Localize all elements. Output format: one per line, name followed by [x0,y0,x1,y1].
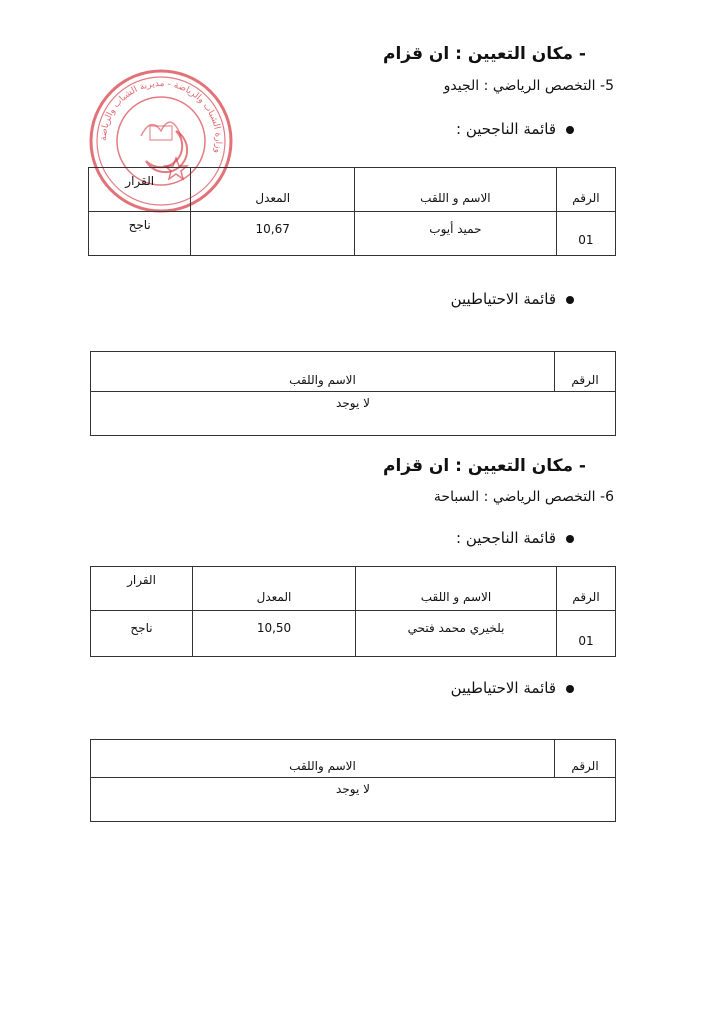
specialty-heading: 5- التخصص الرياضي : الجيدو [443,78,614,94]
cell-empty: لا يوجد [91,392,616,436]
stamp-ring-text: وزارة الشباب والرياضة - مديرية الشباب والرياضة [98,78,224,154]
cell-num: 01 [557,611,616,657]
cell-num: 01 [556,212,615,256]
cell-name: حميد أيوب [355,212,557,256]
placement-heading: - مكان التعيين : ان قزام [382,456,586,476]
table-row [91,778,616,822]
reserve-title: قائمة الاحتياطيين [451,679,574,697]
bullet-icon [566,296,574,304]
header-num: الرقم [556,168,615,212]
header-num: الرقم [557,567,616,611]
reserve-table [90,351,616,436]
table-row [89,212,616,256]
cell-name: بلخيري محمد فتحي [356,611,557,657]
header-name: الاسم واللقب [91,740,555,778]
header-avg: المعدل [191,168,355,212]
cell-decision: ناجح [91,611,193,657]
table-header-row [91,567,616,611]
cell-empty: لا يوجد [91,778,616,822]
specialty-heading: 6- التخصص الرياضي : السباحة [433,489,614,505]
cell-decision: ناجح [89,212,191,256]
table-row [91,392,616,436]
table-header-row [89,168,616,212]
table-header-row [91,740,616,778]
table-header-row [91,352,616,392]
header-avg: المعدل [193,567,356,611]
header-name: الاسم و اللقب [356,567,557,611]
winners-title: قائمة الناجحين : [456,529,574,547]
placement-heading: - مكان التعيين : ان قزام [382,44,586,64]
cell-avg: 10,50 [193,611,356,657]
winners-table [90,566,616,657]
cell-avg: 10,67 [191,212,355,256]
header-name: الاسم واللقب [91,352,555,392]
bullet-icon [566,685,574,693]
bullet-icon [566,126,574,134]
header-decision: القرار [91,567,193,611]
bullet-icon [566,535,574,543]
header-num: الرقم [555,352,616,392]
reserve-title: قائمة الاحتياطيين [451,290,574,308]
winners-title: قائمة الناجحين : [456,120,574,138]
reserve-table [90,739,616,822]
header-decision: القرار [89,168,191,212]
table-row [91,611,616,657]
winners-table [88,167,616,256]
header-name: الاسم و اللقب [355,168,557,212]
header-num: الرقم [555,740,616,778]
